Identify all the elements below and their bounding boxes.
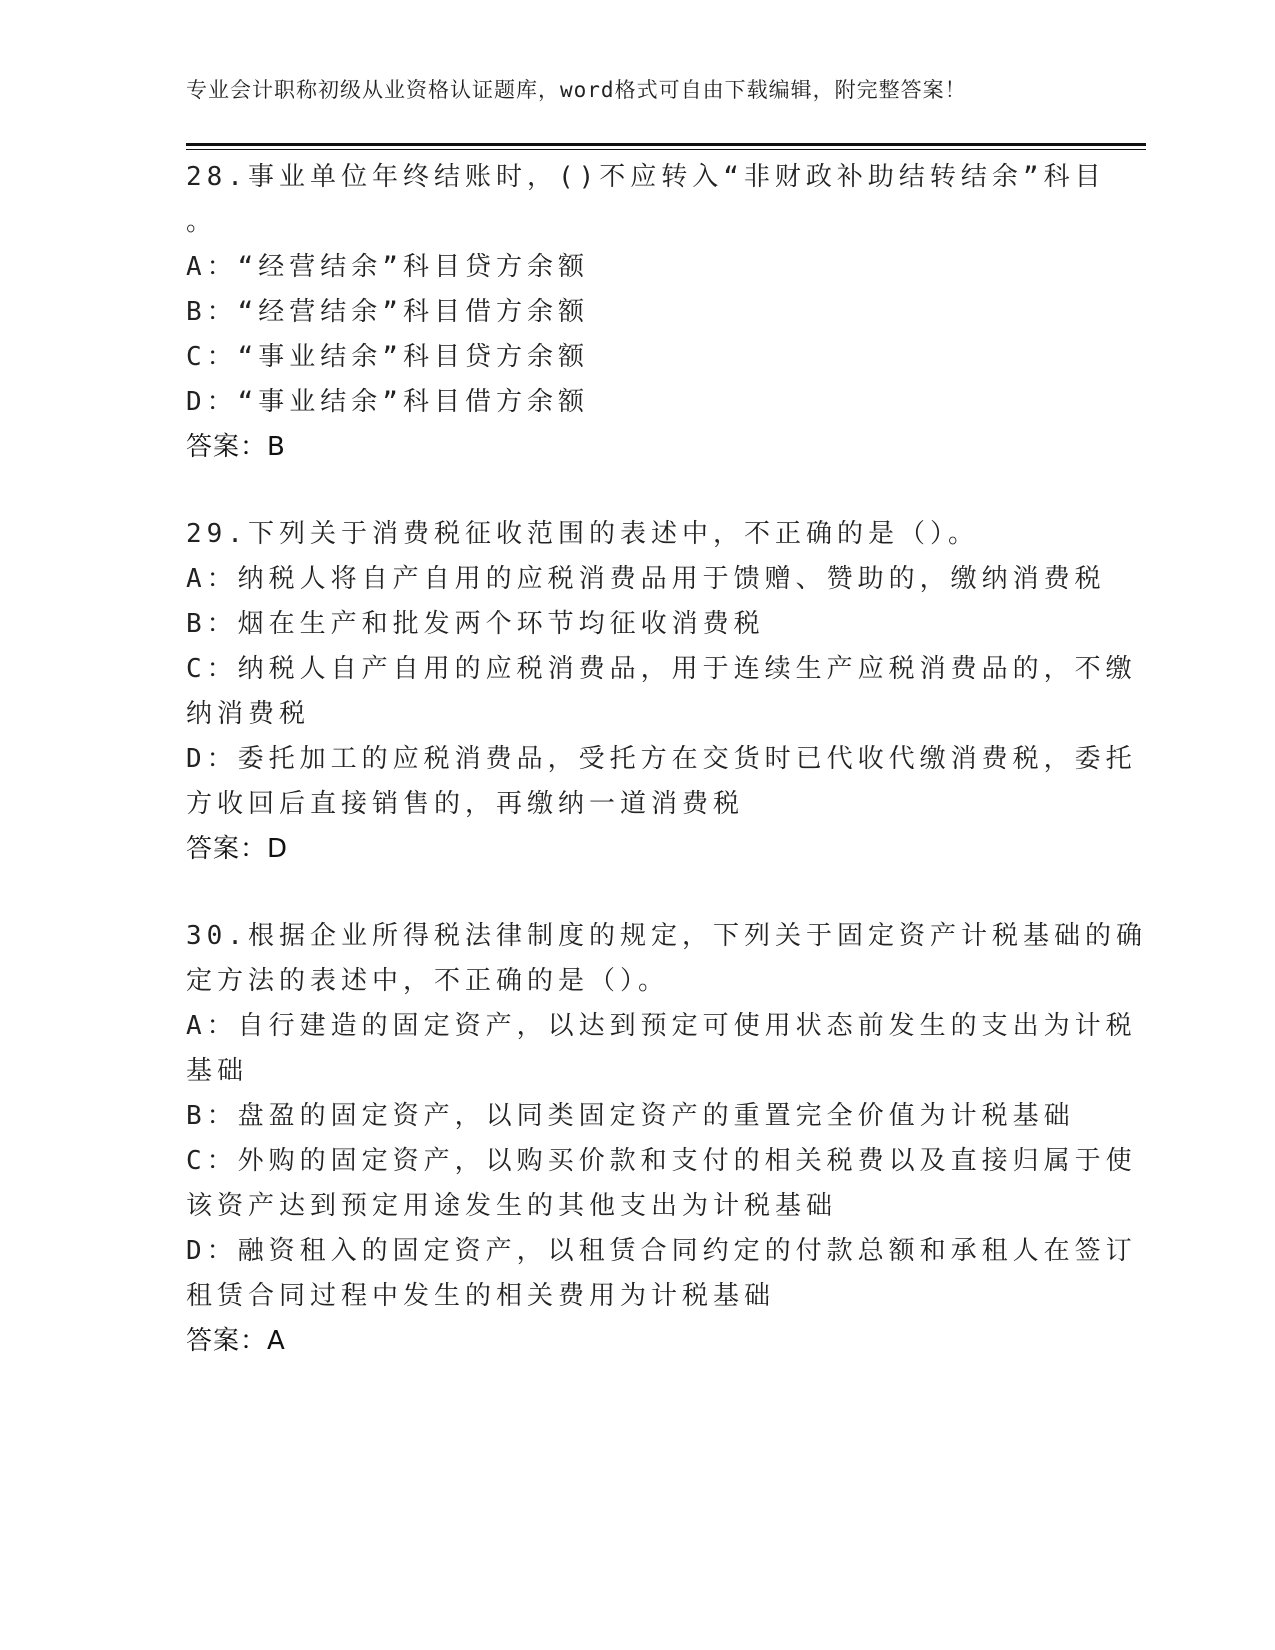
question-stem-line: 定方法的表述中，不正确的是（）。 xyxy=(186,966,670,996)
question-stem-line: 。 xyxy=(186,207,218,237)
option-b: B：盘盈的固定资产，以同类固定资产的重置完全价值为计税基础 xyxy=(186,1101,1075,1131)
page-header: 专业会计职称初级从业资格认证题库，word格式可自由下载编辑，附完整答案！ xyxy=(186,78,967,102)
option-a: A：自行建造的固定资产，以达到预定可使用状态前发生的支出为计税 xyxy=(186,1011,1137,1041)
question-29 xyxy=(186,512,1137,872)
option-a-continued: 基础 xyxy=(186,1056,249,1086)
question-30 xyxy=(186,914,1147,1364)
option-c: C：“事业结余”科目贷方余额 xyxy=(186,342,589,372)
option-c-continued: 该资产达到预定用途发生的其他支出为计税基础 xyxy=(186,1191,838,1221)
question-stem-line: 28.事业单位年终结账时，()不应转入“非财政补助结转结余”科目 xyxy=(186,162,1106,192)
option-d: D：“事业结余”科目借方余额 xyxy=(186,387,589,417)
option-d: D：融资租入的固定资产，以租赁合同约定的付款总额和承租人在签订 xyxy=(186,1236,1137,1266)
option-c: C：外购的固定资产，以购买价款和支付的相关税费以及直接归属于使 xyxy=(186,1146,1137,1176)
option-c-continued: 纳消费税 xyxy=(186,699,311,729)
header-rule-thin xyxy=(186,149,1146,150)
option-a: A：纳税人将自产自用的应税消费品用于馈赠、赞助的，缴纳消费税 xyxy=(186,564,1106,594)
option-b: B：烟在生产和批发两个环节均征收消费税 xyxy=(186,609,765,639)
option-d: D：委托加工的应税消费品，受托方在交货时已代收代缴消费税，委托 xyxy=(186,744,1137,774)
question-28 xyxy=(186,155,1106,470)
option-d-continued: 租赁合同过程中发生的相关费用为计税基础 xyxy=(186,1281,776,1311)
option-d-continued: 方收回后直接销售的，再缴纳一道消费税 xyxy=(186,789,745,819)
option-b: B：“经营结余”科目借方余额 xyxy=(186,297,589,327)
answer-line: 答案：A xyxy=(186,1326,286,1356)
header-rule-thick xyxy=(186,143,1146,146)
option-c: C：纳税人自产自用的应税消费品，用于连续生产应税消费品的，不缴 xyxy=(186,654,1137,684)
question-list xyxy=(186,155,1147,1404)
question-stem-line: 29.下列关于消费税征收范围的表述中，不正确的是（）。 xyxy=(186,519,979,549)
answer-line: 答案：D xyxy=(186,834,289,864)
question-stem-line: 30.根据企业所得税法律制度的规定，下列关于固定资产计税基础的确 xyxy=(186,921,1147,951)
option-a: A：“经营结余”科目贷方余额 xyxy=(186,252,589,282)
answer-line: 答案：B xyxy=(186,432,286,462)
